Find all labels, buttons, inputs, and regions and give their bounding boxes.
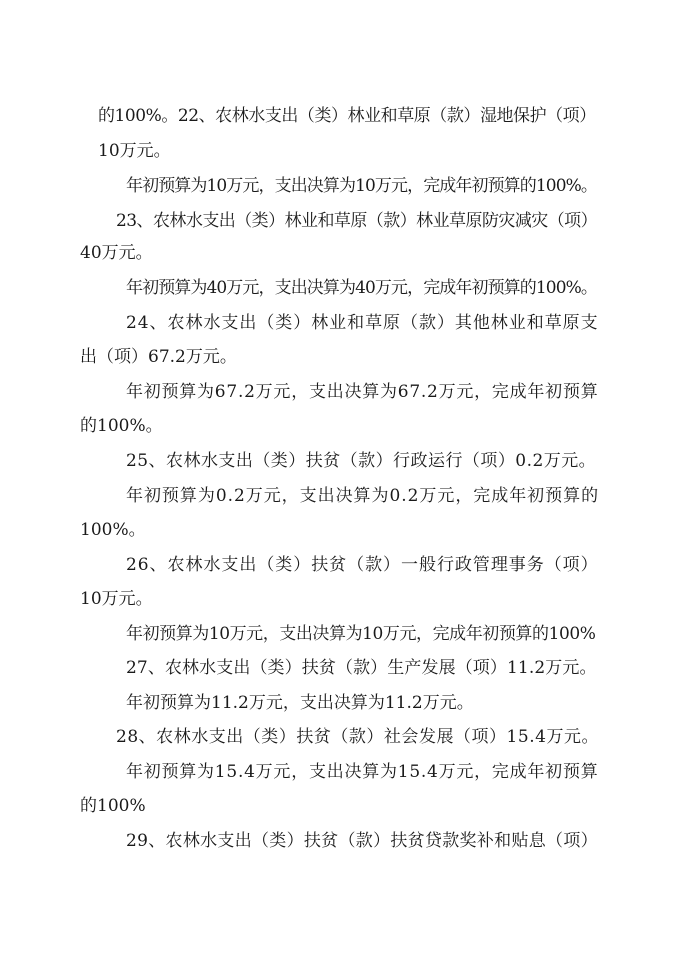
text-line-19: 28、农林水支出（类）扶贫（款）社会发展（项）15.4万元。 — [116, 727, 599, 747]
text-line-9: 年初预算为67.2万元，支出决算为67.2万元，完成年初预算 — [126, 382, 599, 402]
text-line-1: 的100%。22、农林水支出（类）林业和草原（款）湿地保护（项） — [98, 106, 596, 126]
text-line-7: 24、农林水支出（类）林业和草原（款）其他林业和草原支 — [126, 313, 599, 333]
text-line-18: 年初预算为11.2万元，支出决算为11.2万元。 — [126, 693, 474, 713]
text-line-20: 年初预算为15.4万元，支出决算为15.4万元，完成年初预算 — [126, 762, 599, 782]
text-line-4: 23、农林水支出（类）林业和草原（款）林业草原防灾减灾（项） — [116, 211, 598, 231]
text-line-10: 的100%。 — [80, 416, 163, 436]
text-line-6: 年初预算为40万元，支出决算为40万元，完成年初预算的100%。 — [126, 278, 597, 298]
text-line-8: 出（项）67.2万元。 — [80, 347, 237, 367]
text-line-14: 26、农林水支出（类）扶贫（款）一般行政管理事务（项） — [126, 555, 599, 575]
text-line-11: 25、农林水支出（类）扶贫（款）行政运行（项）0.2万元。 — [126, 451, 597, 471]
text-line-15: 10万元。 — [80, 589, 153, 609]
text-line-12: 年初预算为0.2万元，支出决算为0.2万元，完成年初预算的 — [126, 486, 600, 506]
text-line-22: 29、农林水支出（类）扶贫（款）扶贫贷款奖补和贴息（项） — [126, 831, 598, 851]
text-line-13: 100%。 — [80, 520, 146, 540]
text-line-2: 10万元。 — [98, 141, 171, 161]
text-line-3: 年初预算为10万元，支出决算为10万元，完成年初预算的100%。 — [126, 176, 597, 196]
text-line-21: 的100% — [80, 796, 146, 816]
text-line-5: 40万元。 — [80, 243, 153, 263]
text-line-17: 27、农林水支出（类）扶贫（款）生产发展（项）11.2万元。 — [126, 658, 597, 678]
text-line-16: 年初预算为10万元，支出决算为10万元，完成年初预算的100% — [126, 624, 596, 644]
